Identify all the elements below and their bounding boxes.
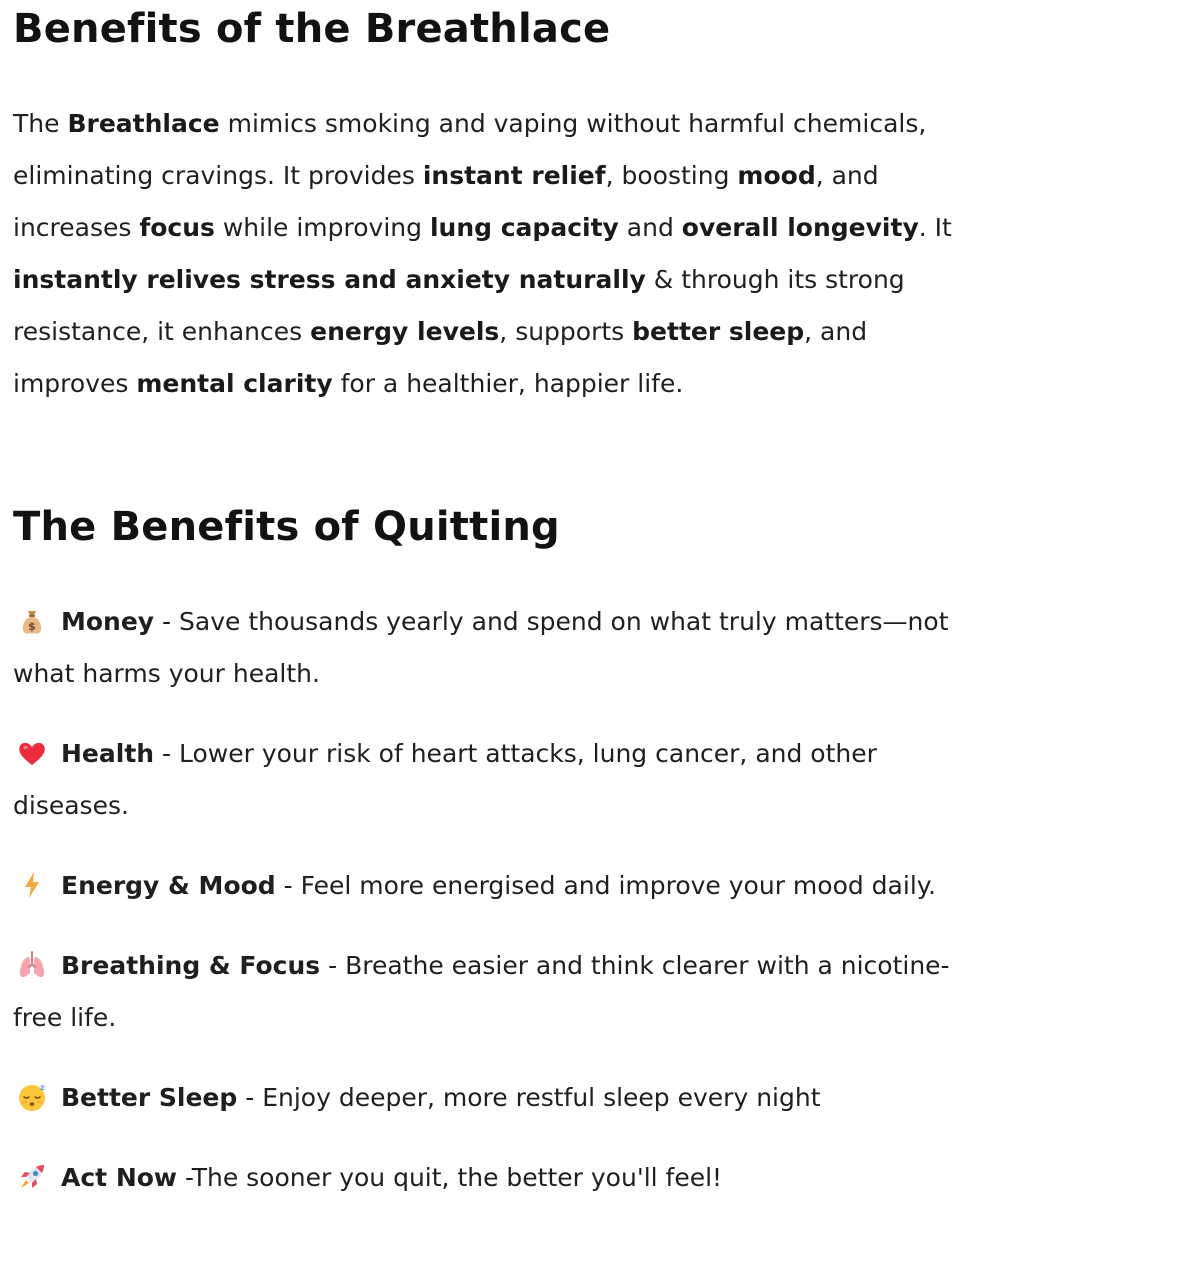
intro-text: and [618, 213, 682, 242]
intro-bold-phrase: instantly relives stress and anxiety naturally [13, 265, 646, 294]
benefit-item-health [13, 728, 953, 832]
intro-bold-phrase: instant relief [422, 161, 606, 190]
intro-bold-phrase: lung capacity [429, 213, 619, 242]
benefit-text: Save thousands yearly and spend on what truly matters—not what harms your health. [13, 607, 949, 688]
benefit-label: Money [61, 607, 155, 636]
benefit-item-breathing [13, 940, 953, 1044]
intro-bold-phrase: mood [737, 161, 816, 190]
benefit-label: Energy & Mood [61, 871, 276, 900]
intro-text: . It [918, 213, 952, 242]
benefit-separator: - [154, 607, 180, 636]
intro-paragraph [13, 98, 953, 410]
sleeping-face-icon [17, 1082, 47, 1112]
intro-text: mimics smoking and vaping without harmful chemicals, eliminating cravings. It provides [13, 109, 927, 190]
intro-bold-phrase: energy levels [310, 317, 500, 346]
benefit-text: Lower your risk of heart attacks, lung cancer, and other diseases. [13, 739, 877, 820]
benefit-list [13, 596, 953, 1232]
intro-text: for a healthier, happier life. [332, 369, 684, 398]
intro-text: , supports [499, 317, 633, 346]
benefit-text: Enjoy deeper, more restful sleep every night [262, 1083, 821, 1112]
rocket-icon [17, 1162, 47, 1192]
intro-text: The [13, 109, 68, 138]
section-title-quitting: The Benefits of Quitting [13, 504, 560, 550]
benefit-label: Health [61, 739, 155, 768]
intro-text: & through its strong resistance, it enhances [13, 265, 905, 346]
intro-text: while improving [214, 213, 430, 242]
lightning-icon [17, 870, 47, 900]
benefit-item-money [13, 596, 953, 700]
intro-bold-phrase: better sleep [632, 317, 805, 346]
benefit-separator: - [237, 1083, 263, 1112]
money-bag-icon [17, 606, 47, 636]
intro-text: , boosting [605, 161, 738, 190]
intro-text: , and increases [13, 161, 879, 242]
intro-bold-phrase: mental clarity [136, 369, 333, 398]
intro-bold-phrase: Breathlace [67, 109, 220, 138]
intro-text: , and improves [13, 317, 868, 398]
benefit-text: The sooner you quit, the better you'll feel! [191, 1163, 723, 1192]
red-heart-icon [17, 738, 47, 768]
benefit-item-act-now [13, 1152, 953, 1204]
benefit-separator: - [177, 1163, 192, 1192]
intro-bold-phrase: focus [139, 213, 215, 242]
section-title-breathlace: Benefits of the Breathlace [13, 6, 611, 52]
benefit-text: Feel more energised and improve your mood daily. [300, 871, 936, 900]
benefit-separator: - [320, 951, 346, 980]
benefit-text: Breathe easier and think clearer with a nicotine-free life. [13, 951, 950, 1032]
benefit-label: Act Now [61, 1163, 178, 1192]
intro-bold-phrase: overall longevity [681, 213, 919, 242]
svg-text:$: $ [28, 620, 36, 633]
benefit-separator: - [275, 871, 301, 900]
benefit-label: Better Sleep [61, 1083, 238, 1112]
benefit-item-energy [13, 860, 953, 912]
lungs-icon [17, 950, 47, 980]
benefit-separator: - [154, 739, 179, 768]
benefit-item-sleep [13, 1072, 953, 1124]
benefit-label: Breathing & Focus [61, 951, 321, 980]
svg-text:z: z [40, 1083, 45, 1092]
